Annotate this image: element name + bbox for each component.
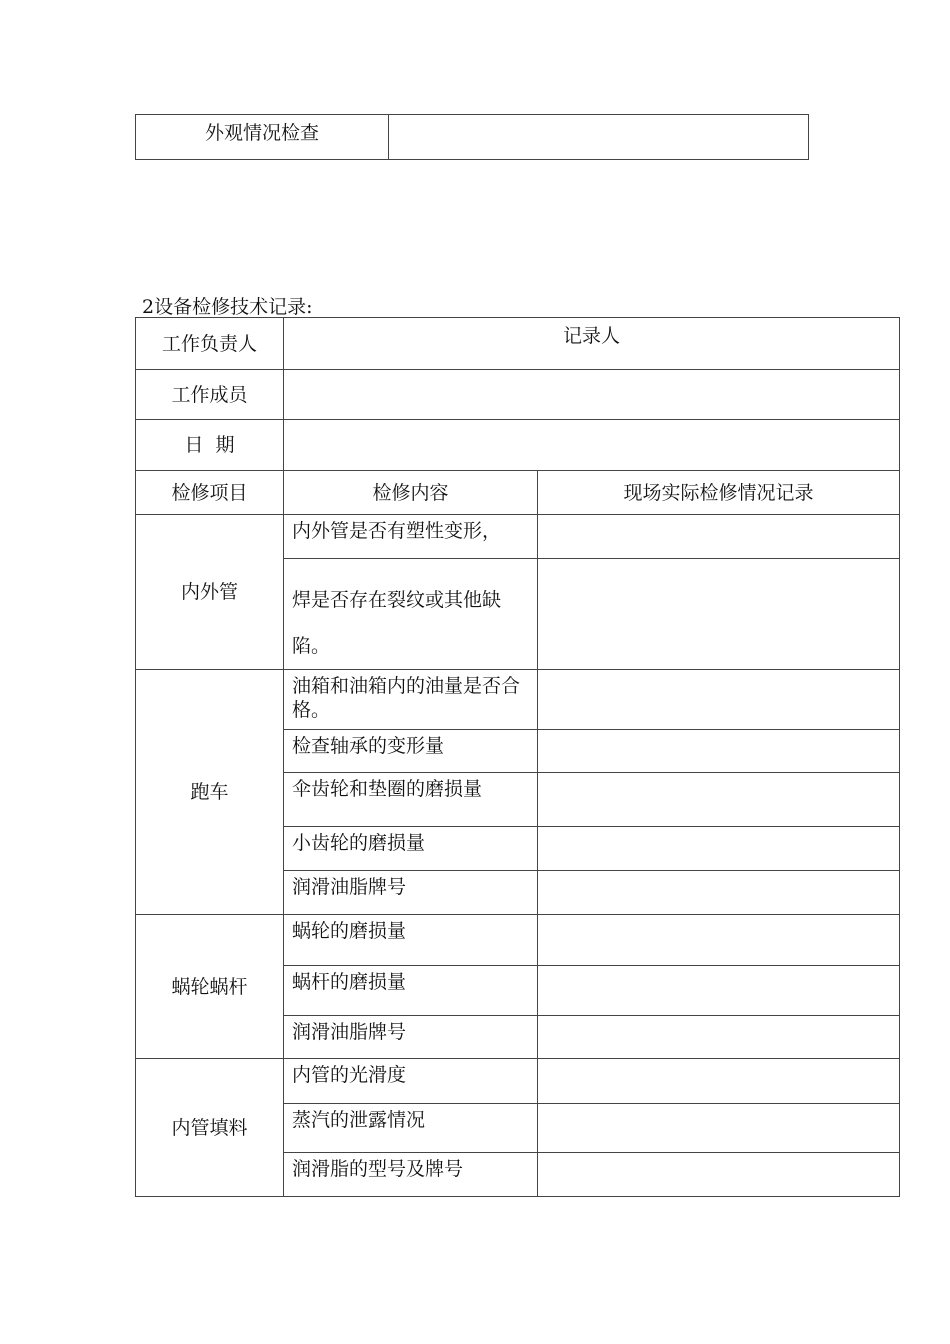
- content-cell: 小齿轮的磨损量: [284, 827, 538, 871]
- column-header-content: 检修内容: [284, 471, 538, 515]
- content-cell: 蒸汽的泄露情况: [284, 1104, 538, 1153]
- responsible-label: 工作负责人: [136, 318, 284, 370]
- content-cell: 油箱和油箱内的油量是否合格。: [284, 670, 538, 730]
- record-cell[interactable]: [538, 559, 900, 670]
- members-value[interactable]: [284, 370, 900, 420]
- content-cell: 内管的光滑度: [284, 1059, 538, 1104]
- content-cell: 焊是否存在裂纹或其他缺陷。: [284, 559, 538, 670]
- content-cell: 伞齿轮和垫圈的磨损量: [284, 773, 538, 827]
- record-cell[interactable]: [538, 730, 900, 773]
- record-cell[interactable]: [538, 670, 900, 730]
- group-name-carriage: 跑车: [136, 670, 284, 915]
- record-cell[interactable]: [538, 515, 900, 559]
- group-name-inner-pipe-packing: 内管填料: [136, 1059, 284, 1197]
- record-cell[interactable]: [538, 1059, 900, 1104]
- appearance-check-value[interactable]: [389, 115, 809, 160]
- record-cell[interactable]: [538, 966, 900, 1016]
- appearance-check-label: 外观情况检查: [136, 115, 389, 160]
- content-cell: 检查轴承的变形量: [284, 730, 538, 773]
- content-cell: 内外管是否有塑性变形，: [284, 515, 538, 559]
- section-heading: 2设备检修技术记录:: [142, 296, 313, 318]
- record-cell[interactable]: [538, 1153, 900, 1197]
- record-cell[interactable]: [538, 773, 900, 827]
- group-name-worm-gear: 蜗轮蜗杆: [136, 915, 284, 1059]
- content-cell: 润滑脂的型号及牌号: [284, 1153, 538, 1197]
- maintenance-record-table: [135, 317, 900, 1197]
- recorder-label: 记录人: [284, 318, 900, 370]
- column-header-item: 检修项目: [136, 471, 284, 515]
- content-cell: 润滑油脂牌号: [284, 871, 538, 915]
- content-cell: 蜗杆的磨损量: [284, 966, 538, 1016]
- record-cell[interactable]: [538, 915, 900, 966]
- date-value[interactable]: [284, 420, 900, 471]
- appearance-check-table: [135, 114, 809, 160]
- content-cell: 蜗轮的磨损量: [284, 915, 538, 966]
- date-label: 日 期: [136, 420, 284, 471]
- content-cell: 润滑油脂牌号: [284, 1016, 538, 1059]
- record-cell[interactable]: [538, 1016, 900, 1059]
- record-cell[interactable]: [538, 871, 900, 915]
- group-name-inner-outer-pipe: 内外管: [136, 515, 284, 670]
- record-cell[interactable]: [538, 1104, 900, 1153]
- record-cell[interactable]: [538, 827, 900, 871]
- column-header-record: 现场实际检修情况记录: [538, 471, 900, 515]
- members-label: 工作成员: [136, 370, 284, 420]
